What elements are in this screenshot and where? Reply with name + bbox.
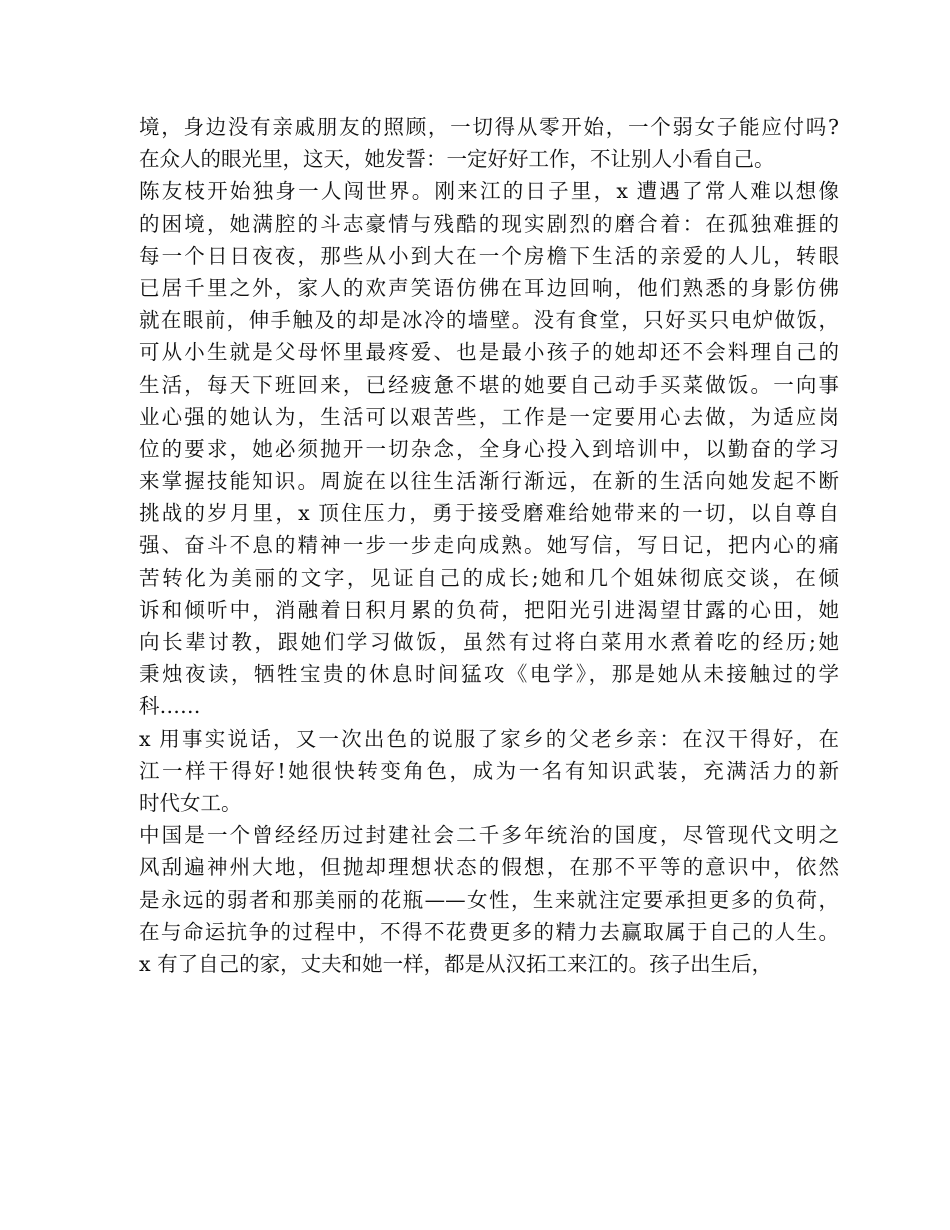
text-line: 在与命运抗争的过程中，不得不花费更多的精力去赢取属于自己的人生。 (139, 919, 839, 944)
text-line: x 用事实说话，又一次出色的说服了家乡的父老乡亲：在汉干得好，在 (139, 726, 839, 751)
text-line: 在众人的眼光里，这天，她发誓：一定好好工作，不让别人小看自己。 (139, 147, 775, 172)
text-line: 诉和倾听中，消融着日积月累的负荷，把阳光引进渴望甘露的心田，她 (139, 597, 839, 622)
text-line: 生活，每天下班回来，已经疲惫不堪的她要自己动手买菜做饭。一向事 (139, 372, 839, 397)
text-line: 业心强的她认为，生活可以艰苦些，工作是一定要用心去做，为适应岗 (139, 404, 839, 429)
text-line: 中国是一个曾经经历过封建社会二千多年统治的国度，尽管现代文明之 (139, 823, 839, 848)
text-line: 陈友枝开始独身一人闯世界。刚来江的日子里，x 遭遇了常人难以想像 (139, 179, 839, 204)
text-line: 境，身边没有亲戚朋友的照顾，一切得从零开始，一个弱女子能应付吗? (139, 115, 839, 139)
text-line: 江一样干得好!她很快转变角色，成为一名有知识武装，充满活力的新 (139, 758, 839, 783)
text-line: 向长辈讨教，跟她们学习做饭，虽然有过将白菜用水煮着吃的经历;她 (139, 630, 839, 654)
text-line: 风刮遍神州大地，但抛却理想状态的假想，在那不平等的意识中，依然 (139, 855, 839, 880)
text-line: 已居千里之外，家人的欢声笑语仿佛在耳边回响，他们熟悉的身影仿佛 (139, 275, 839, 300)
text-line: 位的要求，她必须抛开一切杂念，全身心投入到培训中，以勤奋的学习 (139, 436, 839, 461)
text-line: 挑战的岁月里，x 顶住压力，勇于接受磨难给她带来的一切，以自尊自 (139, 501, 839, 526)
text-line: x 有了自己的家，丈夫和她一样，都是从汉拓工来江的。孩子出生后， (139, 951, 773, 976)
text-line: 科…… (139, 694, 201, 719)
text-line: 强、奋斗不息的精神一步一步走向成熟。她写信，写日记，把内心的痛 (139, 533, 839, 558)
text-line: 的困境，她满腔的斗志豪情与残酷的现实剧烈的磨合着：在孤独难捱的 (139, 211, 839, 236)
text-line: 来掌握技能知识。周旋在以往生活渐行渐远，在新的生活向她发起不断 (139, 469, 839, 494)
text-line: 秉烛夜读，牺牲宝贵的休息时间猛攻《电学》，那是她从未接触过的学 (139, 662, 839, 687)
text-line: 就在眼前，伸手触及的却是冰冷的墙壁。没有食堂，只好买只电炉做饭， (139, 308, 839, 333)
text-line: 是永远的弱者和那美丽的花瓶——女性，生来就注定要承担更多的负荷， (139, 887, 839, 912)
text-line: 可从小生就是父母怀里最疼爱、也是最小孩子的她却还不会料理自己的 (139, 340, 839, 365)
text-line: 每一个日日夜夜，那些从小到大在一个房檐下生活的亲爱的人儿，转眼 (139, 243, 839, 268)
document-body (139, 111, 839, 980)
text-line: 苦转化为美丽的文字，见证自己的成长;她和几个姐妹彻底交谈，在倾 (139, 565, 839, 590)
text-line: 时代女工。 (139, 790, 242, 815)
